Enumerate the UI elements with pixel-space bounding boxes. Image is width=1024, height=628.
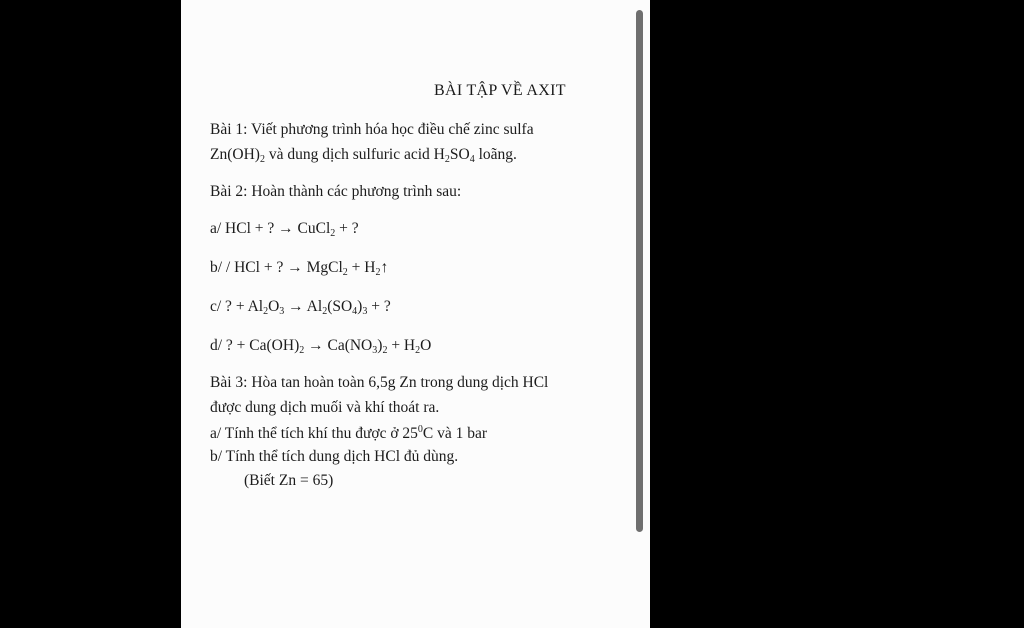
eq-text: O xyxy=(268,298,280,315)
eq-text: → Ca(NO xyxy=(304,337,373,354)
eq-text: ) xyxy=(357,298,363,315)
eq-text: + H xyxy=(387,337,416,354)
bai1-text: SO xyxy=(449,146,470,163)
subscript: 3 xyxy=(362,306,368,317)
subscript: 2 xyxy=(342,267,348,278)
subscript: 2 xyxy=(259,154,265,165)
equation-c xyxy=(210,298,391,317)
bai3-text: a/ Tính thể tích khí thu được ở 25 xyxy=(210,425,418,442)
bai1-text: và dung dịch sulfuric acid H xyxy=(264,146,445,163)
subscript: 2 xyxy=(375,267,381,278)
subscript: 2 xyxy=(263,306,269,317)
eq-text: b/ / HCl + ? → MgCl xyxy=(210,259,343,276)
equation-a xyxy=(210,220,359,239)
document-title: BÀI TẬP VỀ AXIT xyxy=(434,82,566,99)
eq-text: + ? xyxy=(367,298,391,315)
equation-b xyxy=(210,259,388,278)
bai3-line5: (Biết Zn = 65) xyxy=(244,472,334,489)
bai1-text: Zn(OH) xyxy=(210,146,260,163)
bai3-line1: Bài 3: Hòa tan hoàn toàn 6,5g Zn trong dung dịch HCl xyxy=(210,374,549,391)
subscript: 3 xyxy=(372,345,378,356)
bai3-line2: được dung dịch muối và khí thoát ra. xyxy=(210,399,440,416)
subscript: 2 xyxy=(444,154,450,165)
subscript: 2 xyxy=(382,345,388,356)
bai1-text: loãng. xyxy=(474,146,517,163)
subscript: 4 xyxy=(352,306,358,317)
eq-text: d/ ? + Ca(OH) xyxy=(210,337,300,354)
subscript: 2 xyxy=(299,345,305,356)
superscript: 0 xyxy=(417,424,423,435)
eq-text: → Al xyxy=(284,298,323,315)
eq-text: + H xyxy=(347,259,376,276)
eq-text: (SO xyxy=(327,298,353,315)
bai3-text: C và 1 bar xyxy=(422,425,488,442)
eq-text: c/ ? + Al xyxy=(210,298,264,315)
eq-text: O xyxy=(420,337,432,354)
subscript: 2 xyxy=(322,306,328,317)
subscript: 3 xyxy=(279,306,285,317)
eq-text: a/ HCl + ? → CuCl xyxy=(210,220,331,237)
subscript: 4 xyxy=(469,154,475,165)
bai1-line1: Bài 1: Viết phương trình hóa học điều chế zinc sulfa xyxy=(210,121,534,138)
bai2-heading: Bài 2: Hoàn thành các phương trình sau: xyxy=(210,183,462,200)
bai1-line2 xyxy=(210,146,517,165)
document-page xyxy=(181,0,650,628)
bai3-line3 xyxy=(210,424,487,443)
bai3-line4: b/ Tính thể tích dung dịch HCl đủ dùng. xyxy=(210,448,459,465)
equation-d xyxy=(210,337,431,356)
eq-text: ↑ xyxy=(380,259,389,276)
subscript: 2 xyxy=(415,345,421,356)
eq-text: + ? xyxy=(335,220,359,237)
subscript: 2 xyxy=(330,228,336,239)
eq-text: ) xyxy=(377,337,383,354)
vertical-scrollbar[interactable] xyxy=(636,10,643,532)
